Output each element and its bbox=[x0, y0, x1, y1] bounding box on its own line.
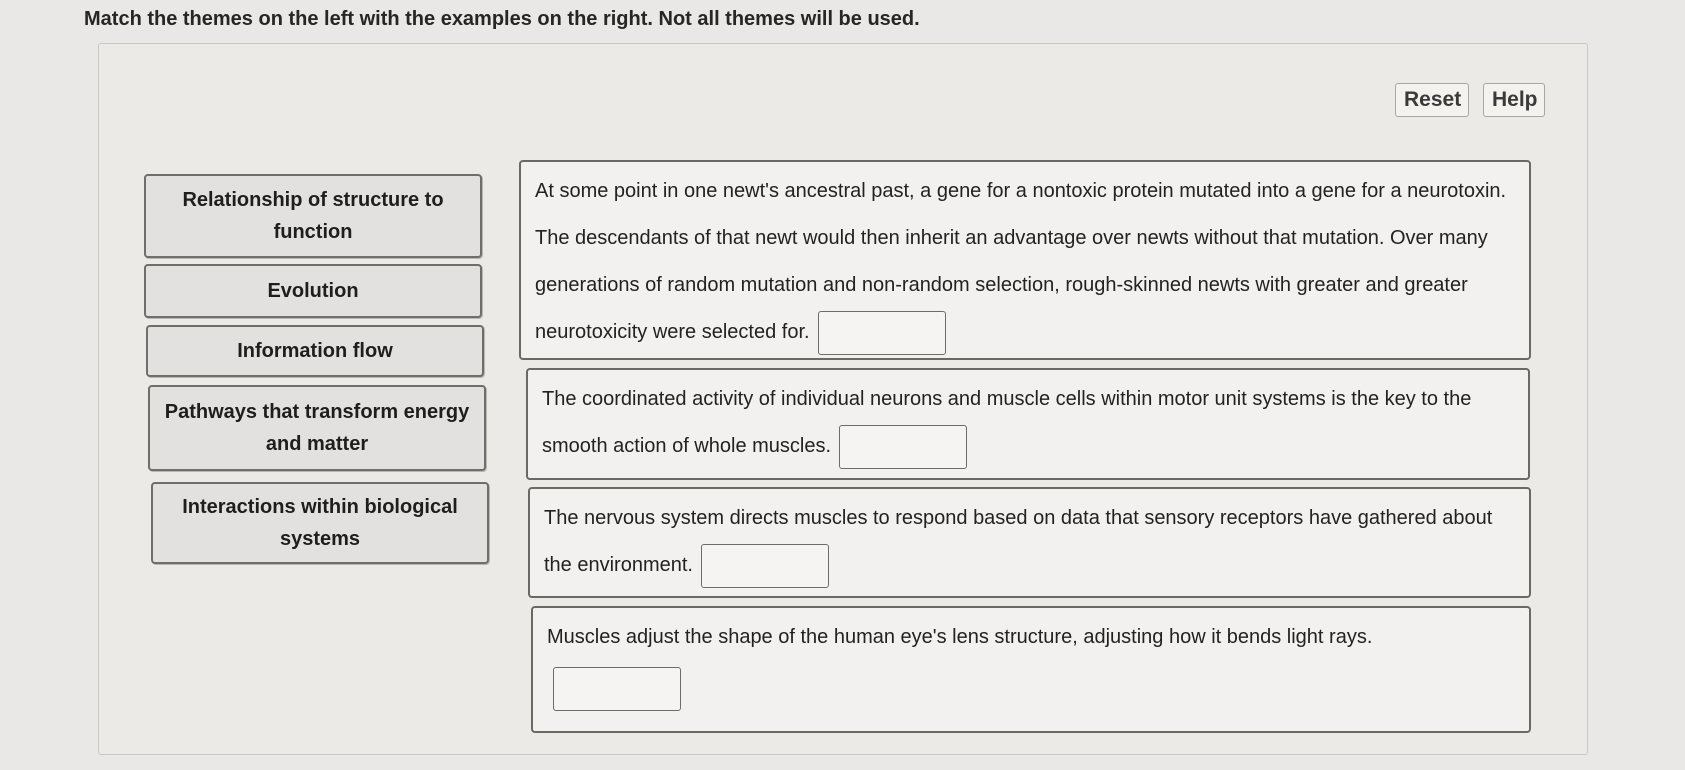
reset-button[interactable]: Reset bbox=[1395, 83, 1469, 117]
answer-dropzone[interactable] bbox=[701, 544, 829, 588]
answer-dropzone[interactable] bbox=[553, 667, 681, 711]
help-button[interactable]: Help bbox=[1483, 83, 1545, 117]
example-motor-units bbox=[526, 368, 1530, 480]
answer-dropzone[interactable] bbox=[839, 425, 967, 469]
theme-information-flow[interactable] bbox=[146, 325, 484, 377]
example-nervous-system bbox=[528, 487, 1531, 598]
theme-label: Interactions within biological systems bbox=[182, 496, 458, 550]
instructions: Match the themes on the left with the examples on the right. Not all themes will be used. bbox=[84, 8, 920, 30]
example-text: The coordinated activity of individual neurons and muscle cells within motor unit systems is the key to the smooth action of whole muscles. bbox=[542, 388, 1472, 457]
theme-label: Evolution bbox=[267, 280, 359, 302]
example-text: At some point in one newt's ancestral past, a gene for a nontoxic protein mutated into a gene for a neurotoxin. The descendants of that newt would then inherit an advantage over newts without that mutation. Over many generations of random mutation and non-random selection, rough-skinned newts with greater and greater neurotoxicity were selected for. bbox=[535, 180, 1507, 343]
example-eye-lens bbox=[531, 606, 1531, 733]
theme-evolution[interactable] bbox=[144, 264, 482, 318]
answer-dropzone[interactable] bbox=[818, 311, 946, 355]
theme-label: Information flow bbox=[237, 340, 393, 362]
theme-interactions[interactable] bbox=[151, 482, 489, 564]
theme-structure-function[interactable] bbox=[144, 174, 482, 258]
example-text: Muscles adjust the shape of the human eye's lens structure, adjusting how it bends light rays. bbox=[547, 626, 1373, 648]
example-newt-neurotoxin bbox=[519, 160, 1531, 360]
theme-label: Pathways that transform energy and matter bbox=[164, 401, 470, 455]
example-text: The nervous system directs muscles to respond based on data that sensory receptors have gathered about the environment. bbox=[544, 507, 1493, 576]
theme-label: Relationship of structure to function bbox=[182, 189, 444, 243]
theme-energy-matter[interactable] bbox=[148, 385, 486, 471]
